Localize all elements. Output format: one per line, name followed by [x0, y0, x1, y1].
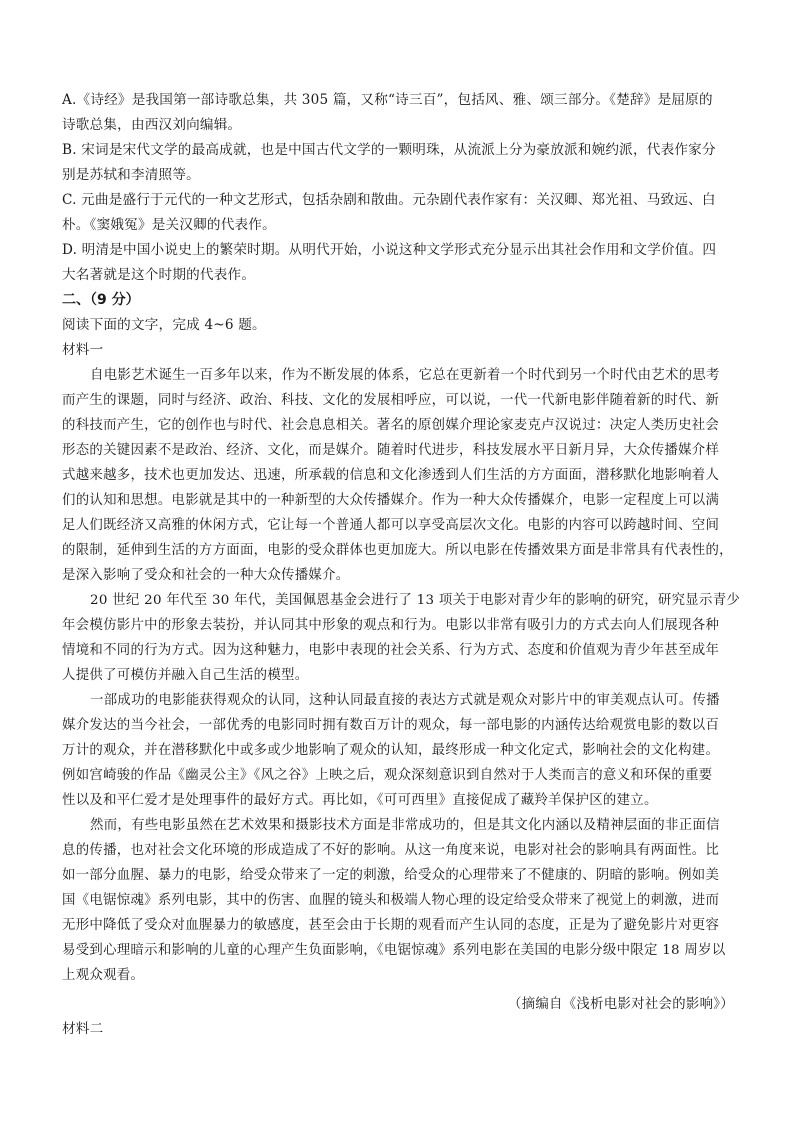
option-c — [62, 188, 734, 238]
material-label: 材料一 — [62, 342, 104, 358]
paragraph-line: 的科技而产生，它的创作也与时代、社会息息相关。著名的原创媒介理论家麦克卢汉说过：决定人类历史社会 — [62, 418, 720, 433]
paragraph-line: 们的认知和思想。电影就是其中的一种新型的大众传播媒介。作为一种大众传播媒介，电影一定程度上可以满 — [62, 493, 720, 508]
paragraph-line: 一部成功的电影能获得观众的认同，这种认同最直接的表达方式就是观众对影片中的审美观点认可。传播 — [90, 693, 720, 708]
paragraph-line: 人提供了可模仿并融入自己生活的模型。 — [62, 668, 309, 683]
option-a — [62, 88, 734, 138]
section-heading: 二、（9 分） — [62, 292, 140, 308]
source-citation: （摘编自《浅析电影对社会的影响》） — [507, 997, 734, 1012]
paragraph-line: 的限制，延伸到生活的方方面面，电影的受众群体也更加庞大。所以电影在传播效果方面是非常具有代表性的， — [62, 543, 733, 558]
paragraph-4 — [62, 813, 734, 988]
material-label: 材料二 — [62, 1021, 104, 1037]
paragraph-line: 情境和不同的行为方式。因为这种魅力，电影中表现的社会关系、行为方式、态度和价值观为青少年甚至成年 — [62, 643, 720, 658]
paragraph-2 — [62, 588, 741, 688]
paragraph-3 — [62, 688, 734, 813]
option-line: A.《诗经》是我国第一部诗歌总集，共 305 篇，又称“诗三百”，包括风、雅、颂三部分。《楚辞》是屈原的 — [62, 92, 713, 108]
paragraph-1 — [62, 363, 734, 588]
document-page — [62, 88, 741, 1042]
option-line: 诗歌总集，由西汉刘向编辑。 — [62, 117, 242, 133]
paragraph-line: 而产生的课题，同时与经济、政治、科技、文化的发展相呼应，可以说，一代一代新电影伴随着新的时代、新 — [62, 393, 720, 408]
paragraph-line: 无形中降低了受众对血腥暴力的敏感度，甚至会由于长期的观看而产生认同的态度，正是为了避免影片对更容 — [62, 918, 720, 933]
paragraph-line: 万计的观众，并在潜移默化中或多或少地影响了观众的认知，最终形成一种文化定式，影响社会的文化构建。 — [62, 743, 720, 758]
paragraph-line: 国《电锯惊魂》系列电影，其中的伤害、血腥的镜头和极端人物心理的设定给受众带来了视觉上的刺激，进而 — [62, 893, 720, 908]
option-line: C. 元曲是盛行于元代的一种文艺形式，包括杂剧和散曲。元杂剧代表作家有：关汉卿、郑光祖、马致远、白 — [62, 192, 716, 208]
paragraph-line: 足人们既经济又高雅的休闲方式，它让每一个普通人都可以享受高层次文化。电影的内容可以跨越时间、空间 — [62, 518, 720, 533]
paragraph-line: 例如宫崎骏的作品《幽灵公主》《风之谷》上映之后，观众深刻意识到自然对于人类而言的意义和环保的重要 — [62, 768, 713, 783]
paragraph-line: 式越来越多，技术也更加发达、迅速，所承载的信息和文化渗透到人们生活的方方面面，潜移默化地影响着人 — [62, 468, 720, 483]
option-d — [62, 238, 734, 288]
option-b — [62, 138, 734, 188]
paragraph-line: 易受到心理暗示和影响的儿童的心理产生负面影响，《电锯惊魂》系列电影在美国的电影分级中限定 18 周岁以 — [62, 943, 726, 958]
option-line: 大名著就是这个时期的代表作。 — [62, 267, 256, 283]
paragraph-line: 20 世纪 20 年代至 30 年代，美国佩恩基金会进行了 13 项关于电影对青少年的影响的研究，研究显示青少 — [90, 593, 741, 608]
option-line: 别是苏轼和李清照等。 — [62, 167, 200, 183]
paragraph-line: 上观众观看。 — [62, 968, 145, 983]
paragraph-line: 是深入影响了受众和社会的一种大众传播媒介。 — [62, 568, 350, 583]
option-line: D. 明清是中国小说史上的繁荣时期。从明代开始，小说这种文学形式充分显示出其社会作用和文学价值。四 — [62, 242, 717, 258]
paragraph-line: 性以及和平仁爱才是处理事件的最好方式。再比如，《可可西里》直接促成了藏羚羊保护区的建立。 — [62, 793, 658, 808]
paragraph-line: 年会模仿影片中的形象去装扮，并认同其中形象的观点和行为。电影以非常有吸引力的方式去向人们展现各种 — [62, 618, 720, 633]
paragraph-line: 形态的关键因素不是政治、经济、文化，而是媒介。随着时代进步，科技发展水平日新月异，大众传播媒介样 — [62, 443, 720, 458]
option-line: 朴。《窦娥冤》是关汉卿的代表作。 — [62, 217, 276, 233]
paragraph-line: 如一部分血腥、暴力的电影，给受众带来了一定的刺激，给受众的心理带来了不健康的、阴暗的影响。例如美 — [62, 868, 720, 883]
paragraph-line: 媒介发达的当今社会，一部优秀的电影同时拥有数百万计的观众，每一部电影的内涵传达给观赏电影的数以百 — [62, 718, 720, 733]
paragraph-line: 息的传播，也对社会文化环境的形成造成了不好的影响。从这一角度来说，电影对社会的影响具有两面性。比 — [62, 843, 720, 858]
option-line: B. 宋词是宋代文学的最高成就，也是中国古代文学的一颗明珠，从流派上分为豪放派和婉约派，代表作家分 — [62, 142, 716, 158]
instruction: 阅读下面的文字，完成 4~6 题。 — [62, 317, 266, 333]
paragraph-line: 然而，有些电影虽然在艺术效果和摄影技术方面是非常成功的，但是其文化内涵以及精神层面的非正面信 — [90, 818, 720, 833]
paragraph-line: 自电影艺术诞生一百多年以来，作为不断发展的体系，它总在更新着一个时代到另一个时代由艺术的思考 — [90, 368, 720, 383]
